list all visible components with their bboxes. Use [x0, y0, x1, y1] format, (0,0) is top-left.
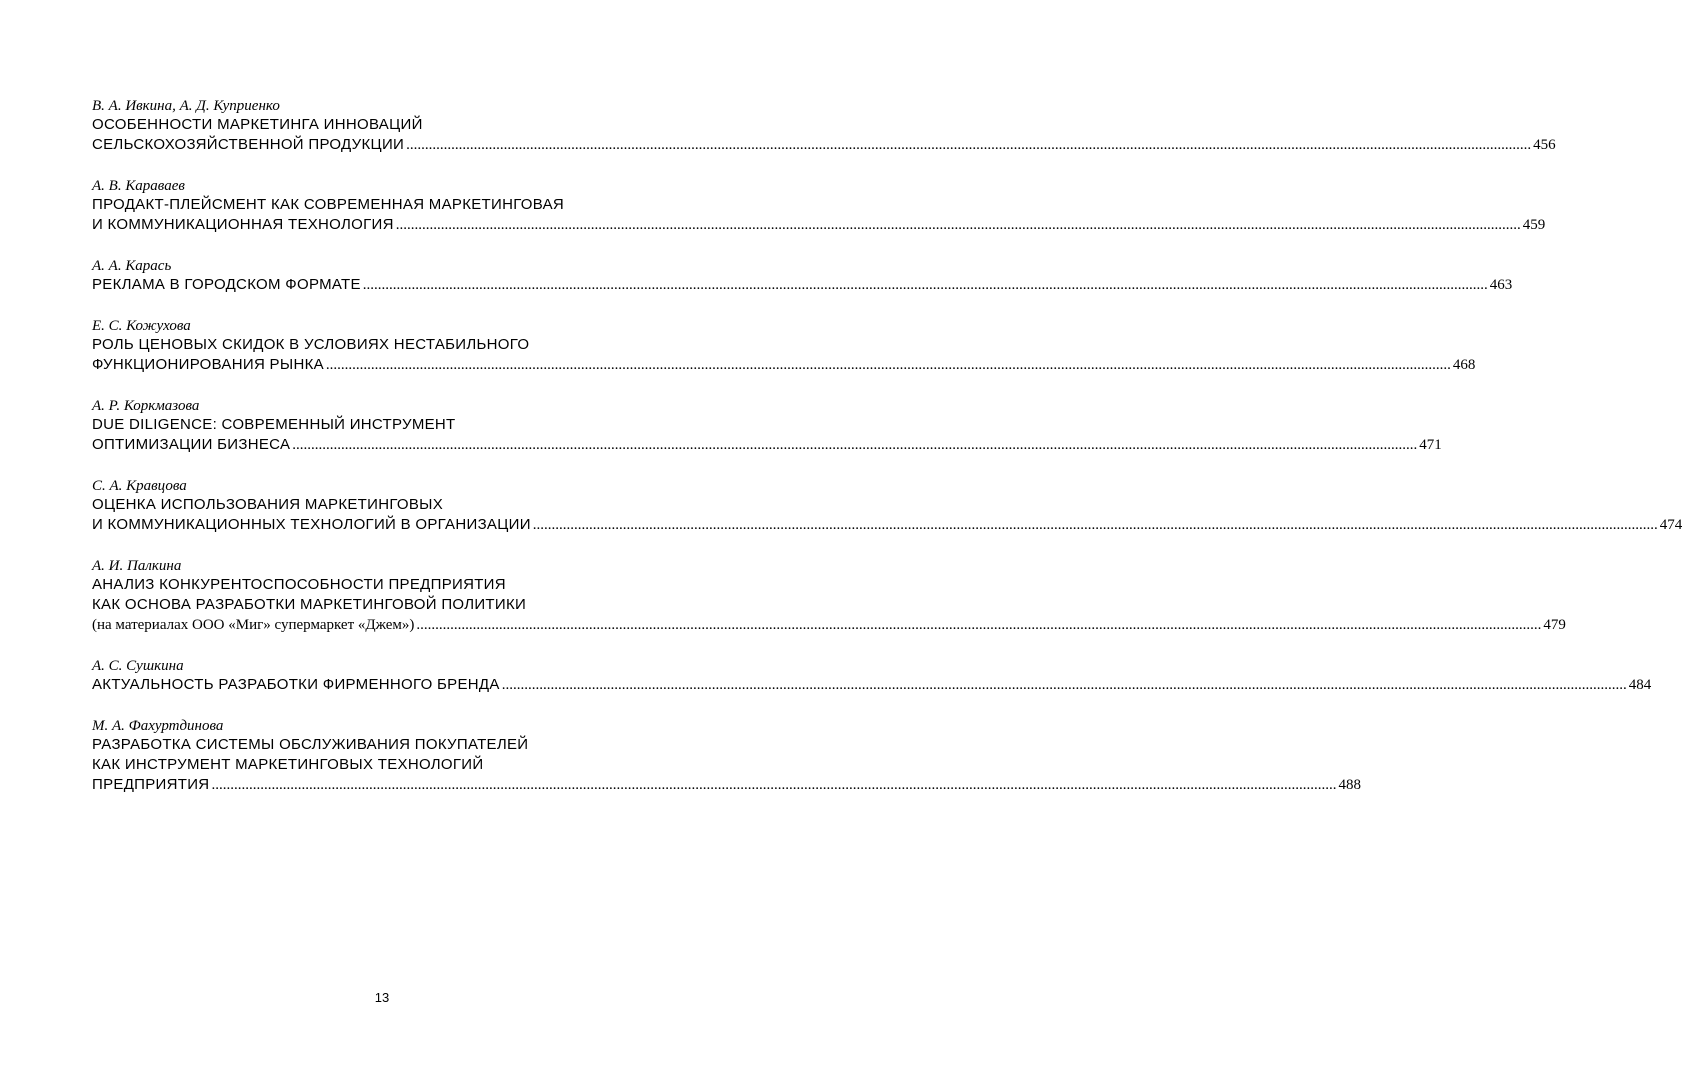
- dot-leader: ............................................................................................................................................................................................................................................................................................................: [532, 517, 1658, 533]
- toc-entry-title-line: ПРЕДПРИЯТИЯ: [92, 776, 210, 793]
- toc-entry-last-line: [92, 515, 1682, 535]
- toc-entry-title-line: РОЛЬ ЦЕНОВЫХ СКИДОК В УСЛОВИЯХ НЕСТАБИЛЬНОГО: [92, 336, 530, 353]
- toc-entry-last-line: [92, 435, 1442, 455]
- dot-leader: ............................................................................................................................................................................................................................................................................................................: [416, 617, 1542, 633]
- toc-entry-last-line: [92, 615, 1566, 635]
- toc-entry: [92, 397, 1442, 455]
- toc-entry-author: Е. С. Кожухова: [92, 318, 191, 334]
- toc-entry-title-line: ОЦЕНКА ИСПОЛЬЗОВАНИЯ МАРКЕТИНГОВЫХ: [92, 496, 444, 513]
- toc-entry-title-line: ФУНКЦИОНИРОВАНИЯ РЫНКА: [92, 356, 324, 373]
- toc-entry-title-line: ОСОБЕННОСТИ МАРКЕТИНГА ИННОВАЦИЙ: [92, 116, 423, 133]
- toc-entry: [92, 97, 1556, 155]
- toc-entry-page: 463: [1489, 277, 1513, 293]
- dot-leader: ............................................................................................................................................................................................................................................................................................................: [501, 677, 1627, 693]
- toc-entry-last-line: [92, 135, 1556, 155]
- toc-entry: [92, 257, 1513, 295]
- toc-entry: [92, 557, 1566, 635]
- toc-entry-last-line: [92, 215, 1546, 235]
- dot-leader: ............................................................................................................................................................................................................................................................................................................: [395, 217, 1521, 233]
- toc-entry-title-line: КАК ИНСТРУМЕНТ МАРКЕТИНГОВЫХ ТЕХНОЛОГИЙ: [92, 756, 484, 773]
- toc-entry-page: 488: [1338, 777, 1361, 793]
- toc-entry: [92, 317, 1476, 375]
- toc-entry: [92, 657, 1652, 695]
- dot-leader: ............................................................................................................................................................................................................................................................................................................: [211, 777, 1337, 793]
- toc-entry-title-line: И КОММУНИКАЦИОННАЯ ТЕХНОЛОГИЯ: [92, 216, 394, 233]
- toc-entry-author: А. С. Сушкина: [92, 658, 184, 674]
- toc-entry-page: 479: [1543, 617, 1566, 633]
- toc-entry-page: 474: [1659, 517, 1682, 533]
- toc-entry: [92, 177, 1546, 235]
- toc-entry-last-line: [92, 675, 1652, 695]
- toc-entry: [92, 477, 1682, 535]
- toc-entry-author: М. А. Фахуртдинова: [92, 718, 224, 734]
- toc-entry-title-line: РАЗРАБОТКА СИСТЕМЫ ОБСЛУЖИВАНИЯ ПОКУПАТЕЛЕЙ: [92, 736, 529, 753]
- toc-entry-title-line: (на материалах ООО «Миг» супермаркет «Джем»): [92, 617, 415, 633]
- dot-leader: ............................................................................................................................................................................................................................................................................................................: [292, 437, 1418, 453]
- toc-entry-author: А. А. Карась: [92, 258, 172, 274]
- toc-entry-author: В. А. Ивкина, А. Д. Куприенко: [92, 98, 280, 114]
- dot-leader: ............................................................................................................................................................................................................................................................................................................: [325, 357, 1451, 373]
- toc-entry-last-line: [92, 275, 1513, 295]
- toc-entry-title-line: КАК ОСНОВА РАЗРАБОТКИ МАРКЕТИНГОВОЙ ПОЛИТИКИ: [92, 596, 527, 613]
- toc-entry-page: 471: [1419, 437, 1442, 453]
- toc-entry-page: 484: [1628, 677, 1652, 693]
- toc-entry-title-line: АКТУАЛЬНОСТЬ РАЗРАБОТКИ ФИРМЕННОГО БРЕНДА: [92, 676, 500, 693]
- toc-entry-author: А. И. Палкина: [92, 558, 182, 574]
- toc-entry-title-line: СЕЛЬСКОХОЗЯЙСТВЕННОЙ ПРОДУКЦИИ: [92, 136, 405, 153]
- dot-leader: ............................................................................................................................................................................................................................................................................................................: [406, 137, 1532, 153]
- toc-entry-last-line: [92, 355, 1476, 375]
- dot-leader: ............................................................................................................................................................................................................................................................................................................: [362, 277, 1488, 293]
- table-of-contents: [92, 97, 1682, 817]
- toc-entry-title-line: АНАЛИЗ КОНКУРЕНТОСПОСОБНОСТИ ПРЕДПРИЯТИЯ: [92, 576, 506, 593]
- toc-entry-page: 456: [1533, 137, 1556, 153]
- toc-entry-author: С. А. Кравцова: [92, 478, 187, 494]
- toc-entry-title-line: DUE DILIGENCE: СОВРЕМЕННЫЙ ИНСТРУМЕНТ: [92, 416, 456, 433]
- toc-entry-page: 468: [1452, 357, 1476, 373]
- toc-entry-author: А. Р. Коркмазова: [92, 398, 200, 414]
- toc-entry-title-line: И КОММУНИКАЦИОННЫХ ТЕХНОЛОГИЙ В ОРГАНИЗАЦИИ: [92, 516, 531, 533]
- toc-entry: [92, 717, 1361, 795]
- toc-entry-author: А. В. Караваев: [92, 178, 185, 194]
- page-number: 13: [374, 990, 390, 1005]
- toc-entry-title-line: ПРОДАКТ-ПЛЕЙСМЕНТ КАК СОВРЕМЕННАЯ МАРКЕТИНГОВАЯ: [92, 196, 565, 213]
- toc-entry-title-line: РЕКЛАМА В ГОРОДСКОМ ФОРМАТЕ: [92, 276, 361, 293]
- toc-entry-page: 459: [1522, 217, 1546, 233]
- toc-entry-last-line: [92, 775, 1361, 795]
- toc-entry-title-line: ОПТИМИЗАЦИИ БИЗНЕСА: [92, 436, 291, 453]
